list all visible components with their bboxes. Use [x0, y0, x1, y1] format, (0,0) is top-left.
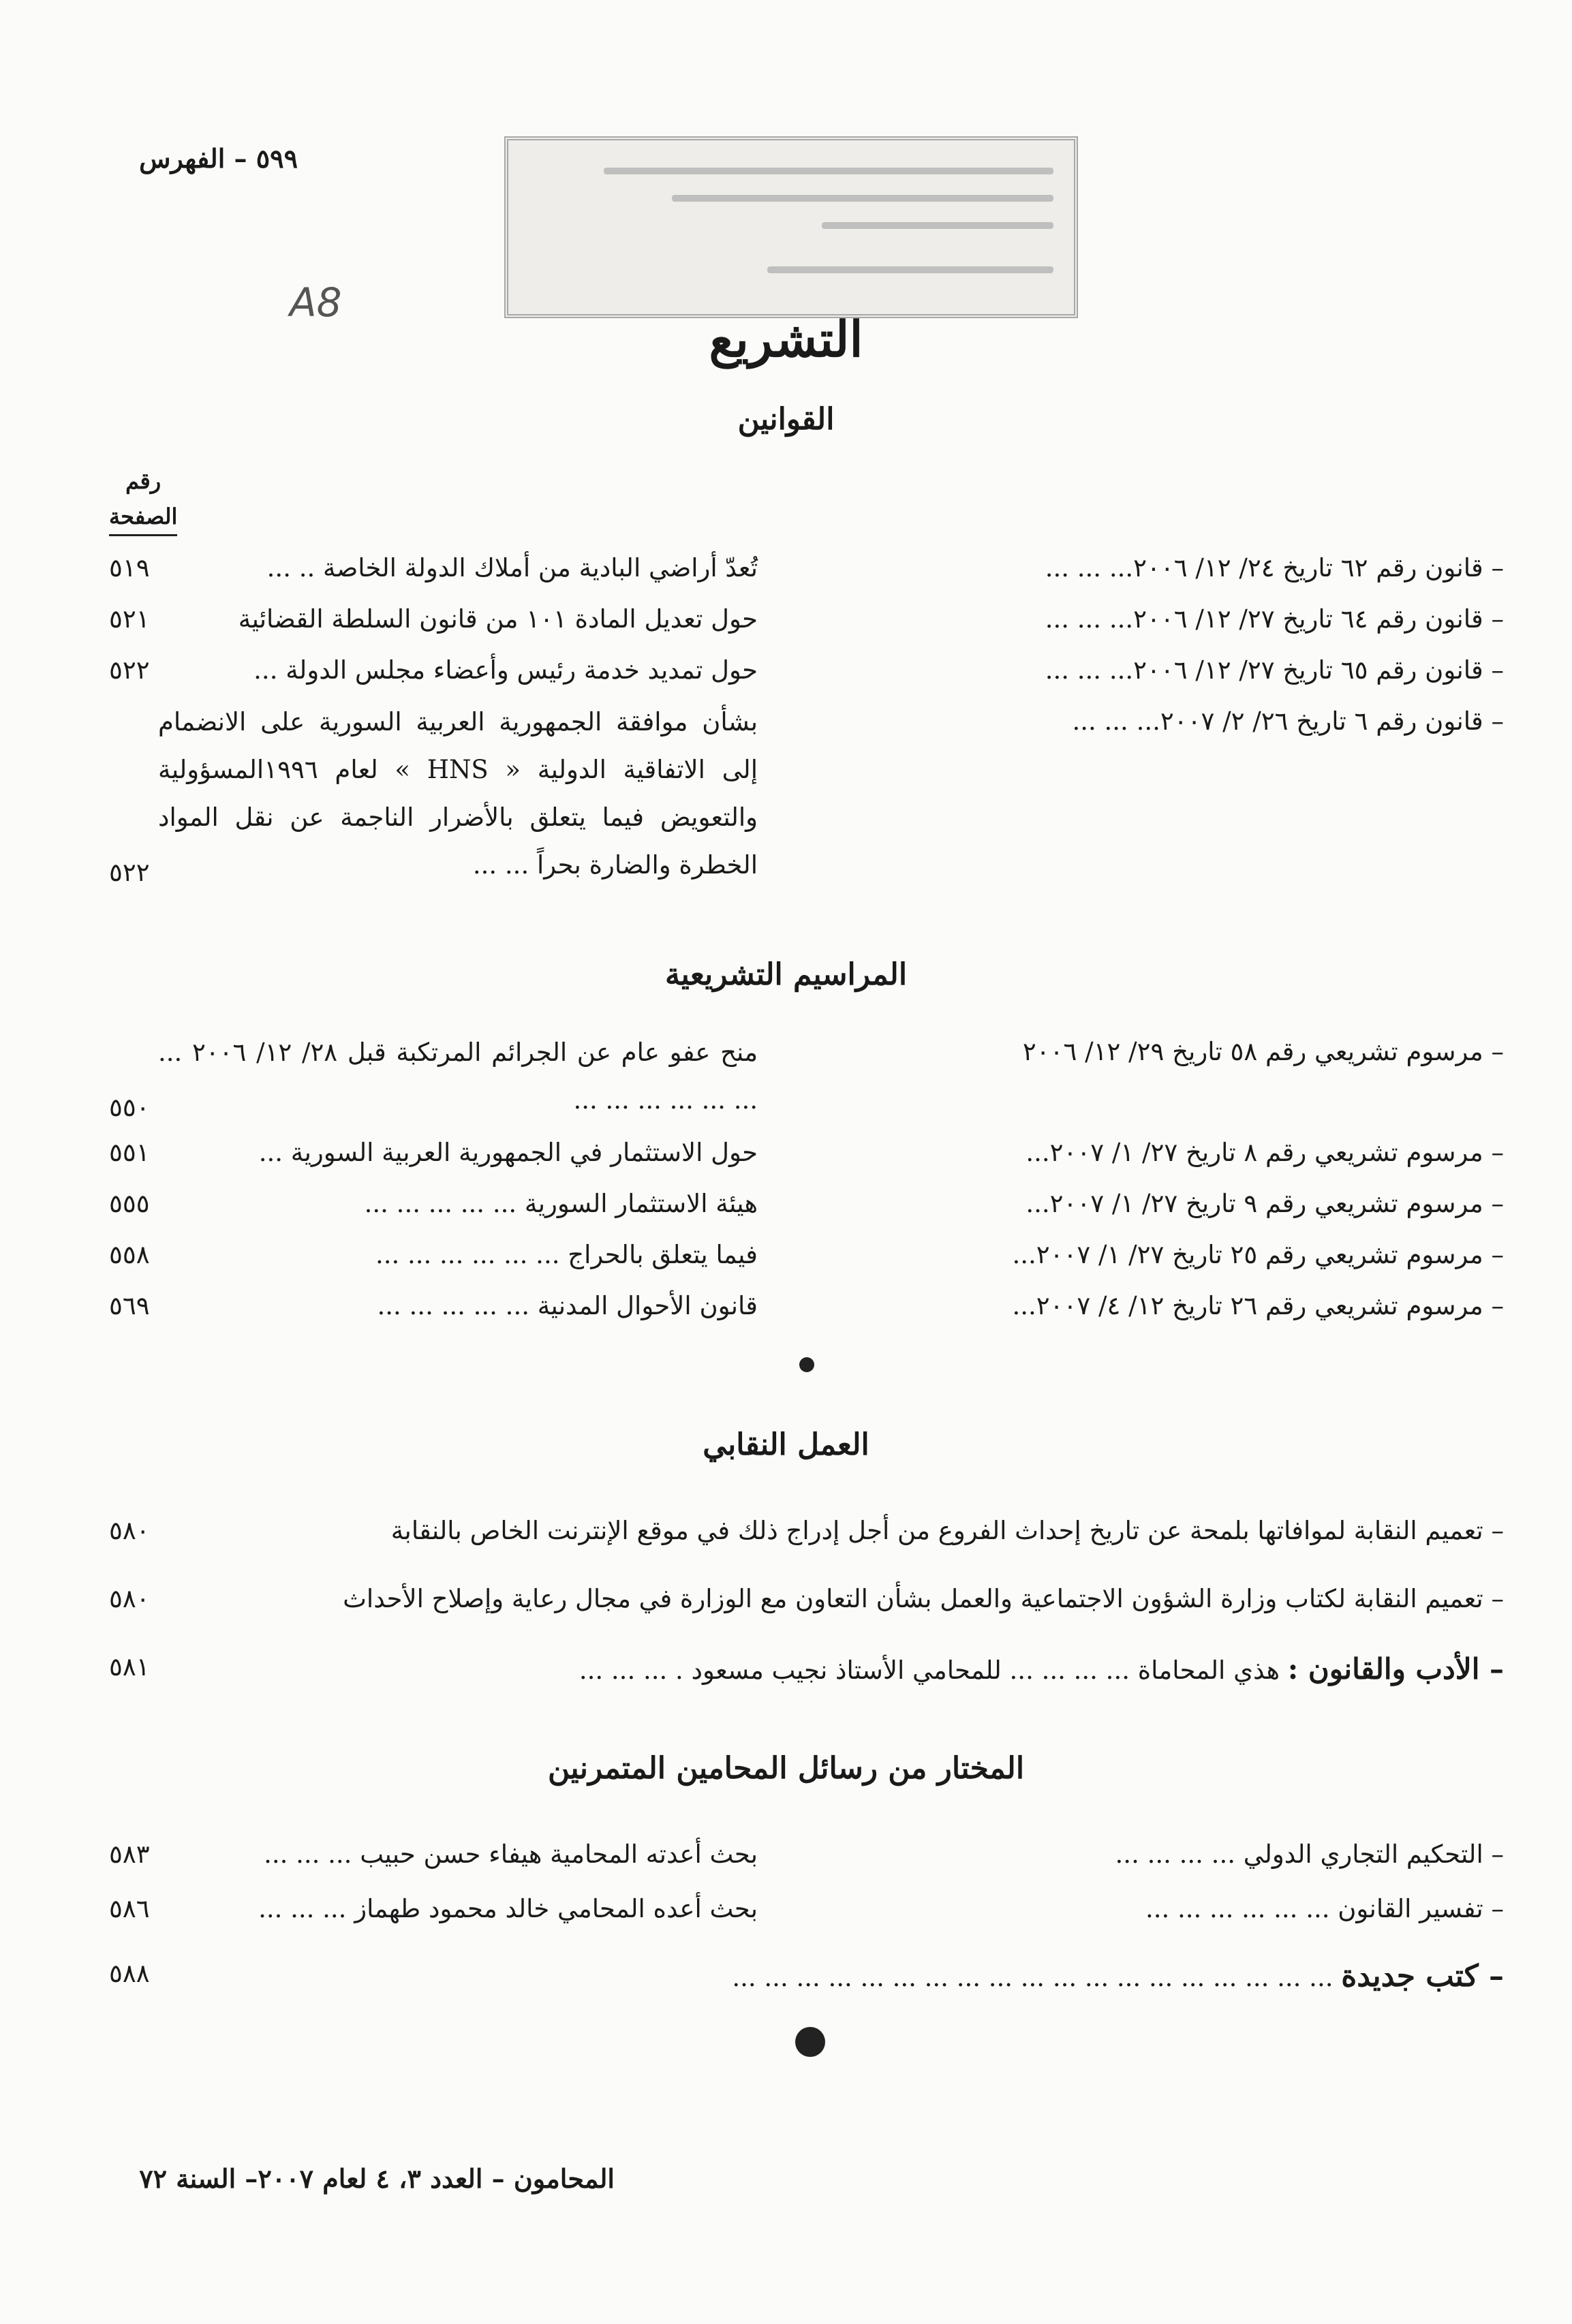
entry-text: ... ... ... ... ... ... ... ... ... ... ... ... ... ... ... ... ... ... ...	[732, 1963, 1342, 1992]
entry-desc: بحث أعده المحامي خالد محمود طهماز ... ... ...	[258, 1894, 758, 1923]
entry-page: ٥٥٠	[109, 1093, 150, 1122]
entry-ref: – مرسوم تشريعي رقم ٢٥ تاريخ ٢٧/ ١/ ٢٠٠٧...	[1012, 1240, 1504, 1269]
entry-page: ٥٨٣	[109, 1840, 150, 1869]
toc-row[interactable]	[109, 553, 1504, 594]
entry-desc: بحث أعدته المحامية هيفاء حسن حبيب ... ... ...	[264, 1840, 758, 1869]
toc-row[interactable]	[109, 1840, 1504, 1880]
entry-ref: – قانون رقم ٦٢ تاريخ ٢٤/ ١٢/ ٢٠٠٦... ... ...	[1045, 553, 1504, 583]
column-header-line1: رقم	[125, 468, 161, 494]
entry-desc: هيئة الاستثمار السورية ... ... ... ... ...	[364, 1189, 758, 1218]
entry-text-wrapper	[579, 1652, 1504, 1686]
toc-row[interactable]	[109, 1959, 1504, 2000]
entry-page: ٥٢١	[109, 604, 150, 634]
section-title-decrees: المراسيم التشريعية	[664, 957, 908, 992]
entry-page: ٥٨٦	[109, 1894, 150, 1923]
toc-row[interactable]	[109, 655, 1504, 696]
entry-desc: قانون الأحوال المدنية ... ... ... ... ...	[377, 1291, 758, 1320]
library-stamp	[504, 136, 1078, 318]
entry-page: ٥٦٩	[109, 1291, 150, 1320]
toc-row[interactable]	[109, 1894, 1504, 1935]
entry-ref: – قانون رقم ٦٥ تاريخ ٢٧/ ١٢/ ٢٠٠٦... ... ...	[1045, 655, 1504, 685]
entry-label: – كتب جديدة	[1341, 1959, 1504, 1994]
toc-row[interactable]	[109, 1652, 1504, 1693]
entry-page: ٥٨٠	[109, 1584, 150, 1613]
toc-row[interactable]	[109, 1584, 1504, 1625]
entry-page: ٥٨٠	[109, 1516, 150, 1545]
entry-page: ٥٥١	[109, 1138, 150, 1167]
page-number-column-header	[109, 463, 177, 536]
entry-text-wrapper	[732, 1959, 1504, 1994]
entry-desc: حول تعديل المادة ١٠١ من قانون السلطة القضائية	[238, 604, 758, 634]
section-title-trainees: المختار من رسائل المحامين المتمرنين	[547, 1751, 1025, 1786]
toc-row[interactable]	[109, 1138, 1504, 1179]
entry-page: ٥٨١	[109, 1652, 150, 1682]
footer-text: المحامون – العدد ٣، ٤ لعام ٢٠٠٧– السنة ٧٢	[139, 2163, 615, 2194]
entry-page: ٥٥٨	[109, 1240, 150, 1269]
entry-text: هذي المحاماة ... ... ... ... للمحامي الأستاذ نجيب مسعود . ... ... ...	[579, 1656, 1288, 1685]
entry-ref: – مرسوم تشريعي رقم ٢٦ تاريخ ١٢/ ٤/ ٢٠٠٧...	[1012, 1291, 1504, 1320]
entry-desc: بشأن موافقة الجمهورية العربية السورية على الانضمام إلى الاتفاقية الدولية « HNS » لعام ١٩٩٦المسؤولية والتعويض فيما يتعلق بالأضرار الناجمة عن نقل المواد الخطرة والضارة بحراً ... ...	[158, 707, 758, 880]
section-bullet	[799, 1357, 814, 1372]
entry-page: ٥٥٥	[109, 1189, 150, 1218]
running-head: ٥٩٩ – الفهرس	[139, 143, 298, 174]
column-header-line2: الصفحة	[109, 499, 177, 536]
section-title-laws: القوانين	[737, 402, 835, 437]
entry-page: ٥٨٨	[109, 1959, 150, 1988]
end-bullet	[795, 2027, 825, 2057]
entry-desc: فيما يتعلق بالحراج ... ... ... ... ... ...	[375, 1240, 758, 1269]
entry-desc: حول الاستثمار في الجمهورية العربية السورية ...	[258, 1138, 758, 1167]
entry-ref: – قانون رقم ٦٤ تاريخ ٢٧/ ١٢/ ٢٠٠٦... ... ...	[1045, 604, 1504, 634]
entry-desc: تُعدّ أراضي البادية من أملاك الدولة الخاصة .. ...	[266, 553, 758, 583]
entry-text: – تعميم النقابة لكتاب وزارة الشؤون الاجتماعية والعمل بشأن التعاون مع الوزارة في مجال رعاية وإصلاح الأحداث	[343, 1584, 1504, 1613]
entry-desc: حول تمديد خدمة رئيس وأعضاء مجلس الدولة ...	[253, 655, 758, 685]
entry-page: ٥٢٢	[109, 655, 150, 685]
page-title: التشريع	[709, 310, 863, 368]
toc-row[interactable]	[109, 604, 1504, 645]
entry-desc: منح عفو عام عن الجرائم المرتكبة قبل ٢٨/ ١٢/ ٢٠٠٦ ... ... ... ... ... ... ...	[158, 1038, 758, 1115]
entry-ref: – مرسوم تشريعي رقم ٩ تاريخ ٢٧/ ١/ ٢٠٠٧...	[1026, 1189, 1504, 1218]
toc-row[interactable]	[109, 1189, 1504, 1230]
entry-label: – الأدب والقانون :	[1287, 1652, 1504, 1686]
entry-ref: – مرسوم تشريعي رقم ٨ تاريخ ٢٧/ ١/ ٢٠٠٧...	[1026, 1138, 1504, 1167]
toc-row[interactable]	[109, 707, 1504, 897]
entry-text: – تعميم النقابة لموافاتها بلمحة عن تاريخ إحداث الفروع من أجل إدراج ذلك في موقع الإنترنت الخاص بالنقابة	[390, 1516, 1504, 1545]
toc-row[interactable]	[109, 1240, 1504, 1281]
section-title-union: العمل النقابي	[703, 1427, 869, 1462]
handwritten-note: A8	[290, 279, 342, 326]
entry-ref: – التحكيم التجاري الدولي ... ... ... ...	[1115, 1840, 1504, 1869]
entry-ref: – تفسير القانون ... ... ... ... ... ...	[1145, 1894, 1504, 1923]
toc-row[interactable]	[109, 1291, 1504, 1332]
toc-row[interactable]	[109, 1516, 1504, 1557]
entry-page: ٥٢٢	[109, 858, 150, 887]
entry-ref: – مرسوم تشريعي رقم ٥٨ تاريخ ٢٩/ ١٢/ ٢٠٠٦	[1022, 1037, 1504, 1066]
entry-page: ٥١٩	[109, 553, 150, 583]
toc-row[interactable]	[109, 1037, 1504, 1132]
entry-ref: – قانون رقم ٦ تاريخ ٢٦/ ٢/ ٢٠٠٧... ... ...	[1072, 707, 1504, 736]
